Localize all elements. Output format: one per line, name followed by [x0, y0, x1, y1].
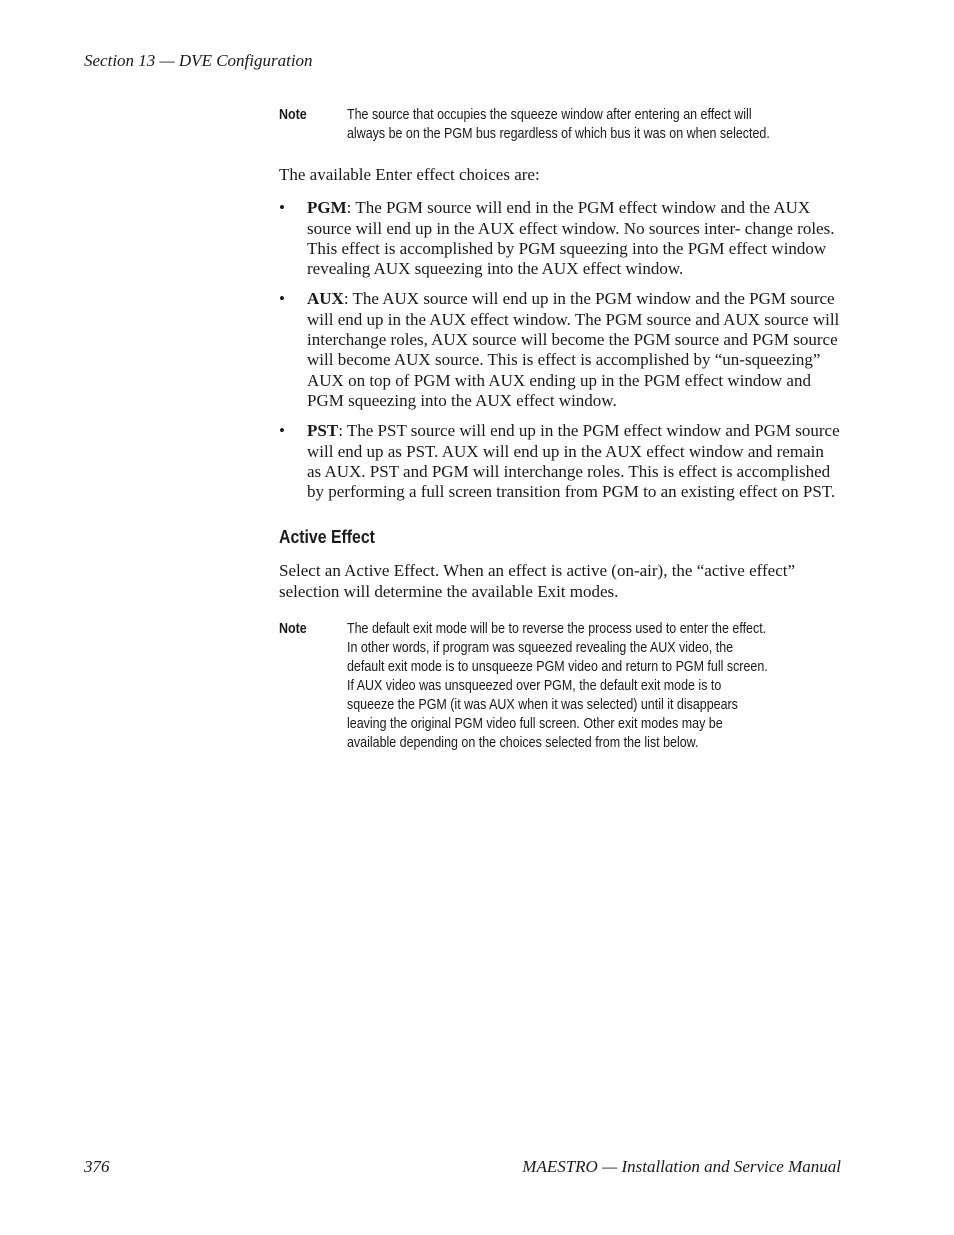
note-label: Note: [279, 621, 307, 638]
bullet-text: : The PGM source will end in the PGM effect window and the AUX source will end up in the AUX effect window. No sources inter- change roles. This effect is accomplished by PGM squeezing into the PGM effect window revealing AUX squeezing into the AUX effect window.: [307, 198, 835, 279]
bullet-term: PGM: [307, 198, 347, 218]
enter-effect-list: [279, 198, 841, 502]
running-header: Section 13 — DVE Configuration: [84, 51, 313, 70]
list-item-aux: [279, 289, 841, 411]
section-heading: Active Effect: [279, 527, 375, 548]
bullet-icon: •: [279, 289, 285, 309]
bullet-term: PST: [307, 421, 339, 441]
bullet-icon: •: [279, 198, 285, 218]
note-text: The default exit mode will be to reverse the process used to enter the effect. In other words, if program was squeezed revealing the AUX video, the default exit mode is to unsqueeze PGM video and return to PGM full screen. If AUX video was unsqueezed over PGM, the default exit mode is to squeeze the PGM (it was AUX when it was selected) until it disappears leaving the original PGM video full screen. Other exit modes may be available depending on the choices selected from the list below.: [347, 621, 768, 752]
page-number: 376: [84, 1157, 110, 1176]
note-squeeze-window: [279, 106, 841, 144]
note-default-exit: [279, 620, 841, 753]
active-effect-paragraph: Select an Active Effect. When an effect is active (on-air), the “active effect” selection will determine the available Exit modes.: [279, 561, 796, 601]
bullet-text: : The PST source will end up in the PGM effect window and PGM source will end up as PST. AUX will end up in the AUX effect window and remain as AUX. PST and PGM will interchange roles. This is effect is accomplished by performing a full screen transition from PGM to an existing effect on PST.: [307, 421, 840, 502]
running-footer: MAESTRO — Installation and Service Manual: [522, 1157, 841, 1176]
note-text: The source that occupies the squeeze window after entering an effect will always be on the PGM bus regardless of which bus it was on when selected.: [347, 107, 770, 142]
bullet-term: AUX: [307, 289, 344, 309]
list-item-pst: [279, 421, 841, 502]
bullet-icon: •: [279, 421, 285, 441]
enter-effect-intro: The available Enter effect choices are:: [279, 165, 540, 184]
bullet-text: : The AUX source will end up in the PGM window and the PGM source will end up in the AUX effect window. The PGM source and AUX source will interchange roles, AUX source will become the PGM source and PGM source will become AUX source. This is effect is accomplished by “un-squeezing” AUX on top of PGM with AUX ending up in the PGM effect window and PGM squeezing into the AUX effect window.: [307, 289, 840, 410]
page-content: [279, 106, 841, 753]
note-label: Note: [279, 107, 307, 123]
list-item-pgm: [279, 198, 841, 279]
